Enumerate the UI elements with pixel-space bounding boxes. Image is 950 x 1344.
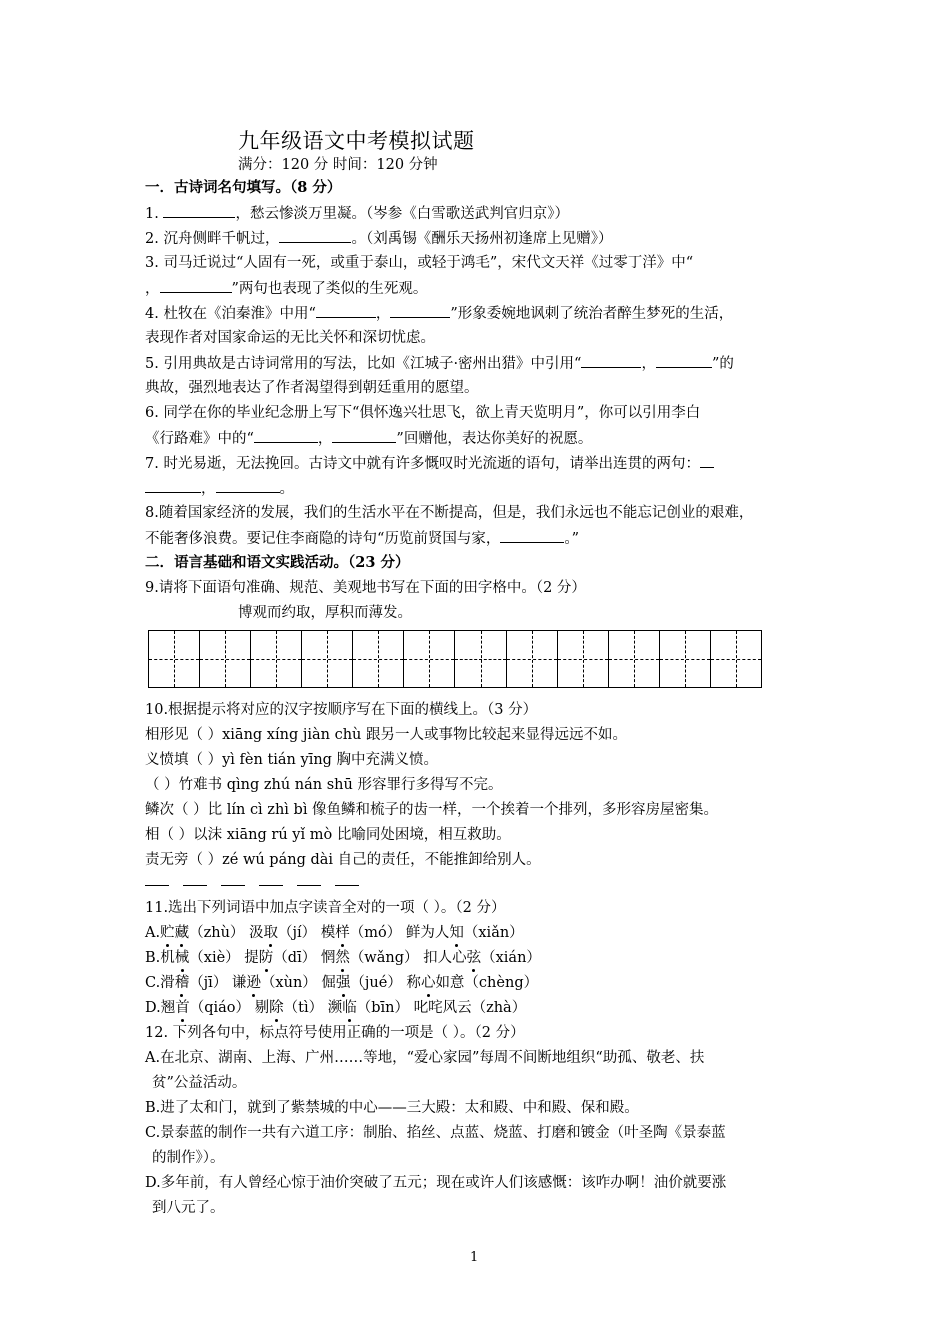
dotted-char: 藏 [174, 925, 190, 941]
answer-line[interactable] [297, 885, 321, 886]
question-10-item: 义愤填（ ）yì fèn tián yīng 胸中充满义愤。 [145, 752, 439, 768]
writing-grid [148, 630, 762, 688]
grid-cell[interactable] [609, 631, 660, 687]
dotted-char: 贮 [160, 925, 175, 941]
option-a: A.在北京、湖南、上海、广州……等地，“爱心家园”每周不间断地组织“助孤、敬老、扶 [145, 1050, 705, 1066]
answer-line[interactable] [145, 885, 169, 886]
question-6-line-2: 《行路难》中的“ ， ”回赠他，表达你美好的祝愿。 [145, 428, 592, 449]
grid-cell[interactable] [251, 631, 302, 687]
question-7-line-2: ， 。 [145, 478, 294, 499]
question-8: 8.随着国家经济的发展，我们的生活水平在不断提高，但是，我们永远也不能忘记创业的艰难， [145, 505, 754, 521]
answer-blank[interactable] [700, 453, 714, 468]
answer-line[interactable] [259, 885, 283, 886]
dotted-char: 心 [420, 975, 436, 991]
option-d: D.多年前，有人曾经心惊于油价突破了五元；现在或许人们该感慨：该咋办啊！油价就要涨 [145, 1175, 727, 1191]
option-d: D.翘首（qiáo） 剔除（tì） 濒临（bīn） 叱咤风云（zhà） [145, 1000, 527, 1016]
grid-cell[interactable] [149, 631, 200, 687]
page-number: 1 [470, 1250, 479, 1265]
question-10-item: 鳞次（ ）比 lín cì zhì bì 像鱼鳞和梳子的齿一样，一个挨着一个排列，多形容房屋密集。 [145, 802, 719, 818]
answer-line[interactable] [183, 885, 207, 886]
question-4: 4. 杜牧在《泊秦淮》中用“ ， ”形象委婉地讽刺了统治者醉生梦死的生活， [145, 303, 733, 324]
answer-line[interactable] [335, 885, 359, 886]
grid-cell[interactable] [200, 631, 251, 687]
grid-cell[interactable] [455, 631, 506, 687]
question-3-line-2: ， ”两句也表现了类似的生死观。 [145, 278, 427, 299]
dotted-char: 逊 [246, 975, 261, 991]
question-1: 1. ，愁云惨淡万里凝。（岑参《白雪歌送武判官归京》） [145, 203, 569, 224]
answer-blank[interactable] [581, 353, 641, 368]
question-2: 2. 沉舟侧畔千帆过， 。（刘禹锡《酬乐天扬州初逢席上见赠》） [145, 228, 612, 249]
grid-cell[interactable] [353, 631, 404, 687]
page-title: 九年级语文中考模拟试题 [238, 129, 475, 153]
dotted-char: 临 [342, 1000, 357, 1016]
answer-blank[interactable] [656, 353, 712, 368]
option-d-line-2: 到八元了。 [152, 1200, 225, 1216]
answer-blank[interactable] [500, 528, 564, 543]
question-10: 10.根据提示将对应的汉字按顺序写在下面的横线上。（3 分） [145, 702, 538, 718]
dotted-char: 除 [269, 1000, 284, 1016]
dotted-char: 强 [335, 975, 351, 991]
dotted-char: 稽 [174, 975, 190, 991]
answer-blank[interactable] [145, 478, 201, 493]
dotted-char: 知 [449, 925, 464, 941]
option-b: B.机械（xiè） 提防（dī） 惘然（wǎng） 扣人心弦（xián） [145, 950, 541, 966]
grid-cell[interactable] [711, 631, 761, 687]
dotted-char: 械 [174, 950, 190, 966]
answer-blank[interactable] [332, 428, 396, 443]
question-9-sentence: 博观而约取，厚积而薄发。 [238, 605, 412, 621]
answer-blank[interactable] [316, 303, 376, 318]
dotted-char: 取 [263, 925, 279, 941]
dotted-char: 弦 [466, 950, 482, 966]
question-7: 7. 时光易逝，无法挽回。古诗文中就有许多慨叹时光流逝的语句，请举出连贯的两句： [145, 453, 714, 474]
grid-cell[interactable] [558, 631, 609, 687]
grid-cell[interactable] [302, 631, 353, 687]
dotted-char: 防 [258, 950, 274, 966]
answer-blank[interactable] [163, 203, 235, 218]
section-heading-2: 二．语言基础和语文实践活动。（23 分） [145, 554, 410, 571]
answer-line[interactable] [221, 885, 245, 886]
dotted-char: 然 [335, 950, 350, 966]
grid-cell[interactable] [404, 631, 455, 687]
answer-lines [145, 885, 359, 886]
option-b: B.进了太和门，就到了紫禁城的中心——三大殿：太和殿、中和殿、保和殿。 [145, 1100, 639, 1116]
question-10-item: 相（ ）以沫 xiāng rú yǐ mò 比喻同处困境，相互救助。 [145, 827, 511, 843]
page-subtitle: 满分：120 分 时间：120 分钟 [238, 157, 438, 173]
question-5: 5. 引用典故是古诗词常用的写法，比如《江城子·密州出猎》中引用“ ， ”的 [145, 353, 734, 374]
question-4-line-2: 表现作者对国家命运的无比关怀和深切忧虑。 [145, 330, 435, 346]
option-a: A.贮藏（zhù） 汲取（jí） 模样（mó） 鲜为人知（xiǎn） [145, 925, 524, 941]
question-6: 6. 同学在你的毕业纪念册上写下“俱怀逸兴壮思飞，欲上青天览明月”，你可以引用李白 [145, 405, 701, 421]
answer-blank[interactable] [216, 478, 280, 493]
answer-blank[interactable] [390, 303, 450, 318]
question-8-line-2: 不能奢侈浪费。要记住李商隐的诗句“历览前贤国与家， 。” [145, 528, 579, 549]
option-a-line-2: 贫”公益活动。 [152, 1075, 247, 1091]
option-c: C.滑稽（jī） 谦逊（xùn） 倔强（jué） 称心如意（chèng） [145, 975, 539, 991]
question-3: 3. 司马迁说过“人固有一死，或重于泰山，或轻于鸿毛”，宋代文天祥《过零丁洋》中“ [145, 255, 694, 271]
question-5-line-2: 典故，强烈地表达了作者渴望得到朝廷重用的愿望。 [145, 380, 479, 396]
question-11: 11.选出下列词语中加点字读音全对的一项（ ）。（2 分） [145, 900, 506, 916]
question-10-item: 责无旁（ ）zé wú páng dài 自己的责任，不能推卸给别人。 [145, 852, 541, 868]
dotted-char: 首 [175, 1000, 190, 1016]
option-c: C.景泰蓝的制作一共有六道工序：制胎、掐丝、点蓝、烧蓝、打磨和镀金（叶圣陶《景泰蓝 [145, 1125, 726, 1141]
question-9: 9.请将下面语句准确、规范、美观地书写在下面的田字格中。（2 分） [145, 580, 586, 596]
answer-blank[interactable] [254, 428, 318, 443]
option-c-line-2: 的制作》）。 [152, 1150, 225, 1166]
question-12: 12. 下列各句中，标点符号使用正确的一项是（ ）。（2 分） [145, 1025, 525, 1041]
section-heading-1: 一．古诗词名句填写。（8 分） [145, 179, 342, 196]
answer-blank[interactable] [160, 278, 232, 293]
grid-cell[interactable] [507, 631, 558, 687]
question-10-item: 相形见（ ）xiāng xíng jiàn chù 跟另一人或事物比较起来显得远远不如。 [145, 727, 627, 743]
answer-blank[interactable] [279, 228, 351, 243]
dotted-char: 样 [335, 925, 350, 941]
grid-cell[interactable] [660, 631, 711, 687]
question-10-item: （ ）竹难书 qìng zhú nán shū 形容罪行多得写不完。 [145, 777, 503, 793]
